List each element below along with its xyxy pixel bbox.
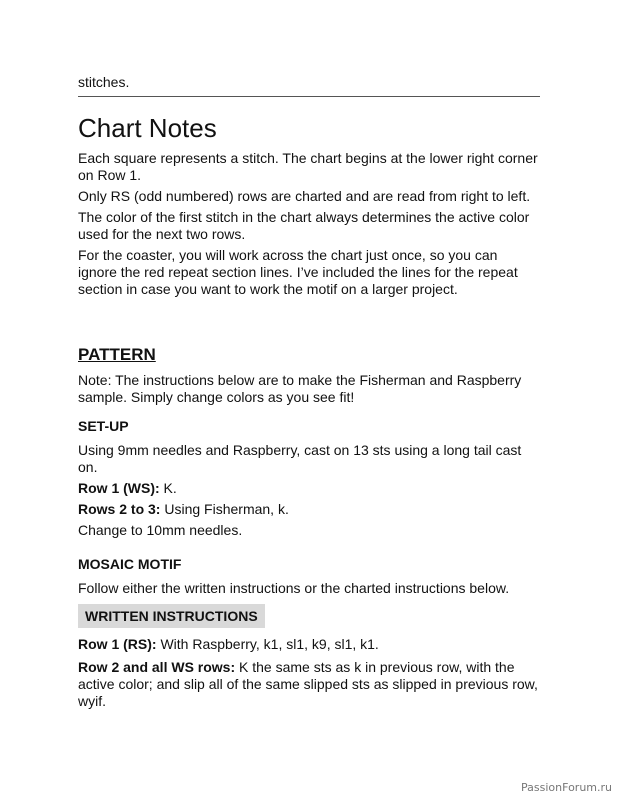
written-instructions-title: WRITTEN INSTRUCTIONS [78, 604, 265, 628]
chart-note-paragraph: Each square represents a stitch. The chart begins at the lower right corner on Row 1. [78, 150, 538, 183]
chart-note-paragraph: The color of the first stitch in the chart always determines the active color used for the next two rows. [78, 209, 530, 242]
chart-note-paragraph: For the coaster, you will work across the chart just once, so you can ignore the red repeat section lines. I’ve included the lines for the repeat section in case you want to work the motif on a larger project. [78, 247, 518, 297]
watermark: PassionForum.ru [521, 781, 612, 794]
setup-section [78, 418, 540, 539]
motif-title: MOSAIC MOTIF [78, 556, 182, 572]
row-text: K the same sts as k in previous row, with the active color; and slip all of the same slipped sts as slipped in previous row, wyif. [78, 659, 538, 709]
setup-change-needles: Change to 10mm needles. [78, 522, 243, 538]
row-label: Row 1 (RS): [78, 636, 157, 652]
written-row-1 [78, 636, 540, 653]
continued-text: stitches. [78, 74, 130, 90]
motif-section [78, 556, 540, 597]
chart-notes-body [78, 150, 540, 302]
written-row-2 [78, 659, 540, 710]
chart-notes-title: Chart Notes [78, 113, 217, 143]
setup-cast-on: Using 9mm needles and Raspberry, cast on 13 sts using a long tail cast on. [78, 442, 522, 475]
section-divider [78, 96, 540, 97]
pattern-note: Note: The instructions below are to make the Fisherman and Raspberry sample. Simply change colors as you see fit! [78, 372, 522, 405]
setup-row-1 [78, 480, 540, 497]
pattern-note-block [78, 372, 540, 406]
row-text: With Raspberry, k1, sl1, k9, sl1, k1. [156, 636, 379, 652]
row-text: K. [159, 480, 177, 496]
setup-title: SET-UP [78, 418, 129, 434]
row-label: Rows 2 to 3: [78, 501, 161, 517]
row-text: Using Fisherman, k. [160, 501, 289, 517]
row-label: Row 2 and all WS rows: [78, 659, 236, 675]
motif-text: Follow either the written instructions or the charted instructions below. [78, 580, 510, 596]
row-label: Row 1 (WS): [78, 480, 160, 496]
pattern-title: PATTERN [78, 345, 156, 364]
written-instructions-body [78, 636, 540, 710]
chart-note-paragraph: Only RS (odd numbered) rows are charted and are read from right to left. [78, 188, 531, 204]
setup-rows-2-3 [78, 501, 540, 518]
